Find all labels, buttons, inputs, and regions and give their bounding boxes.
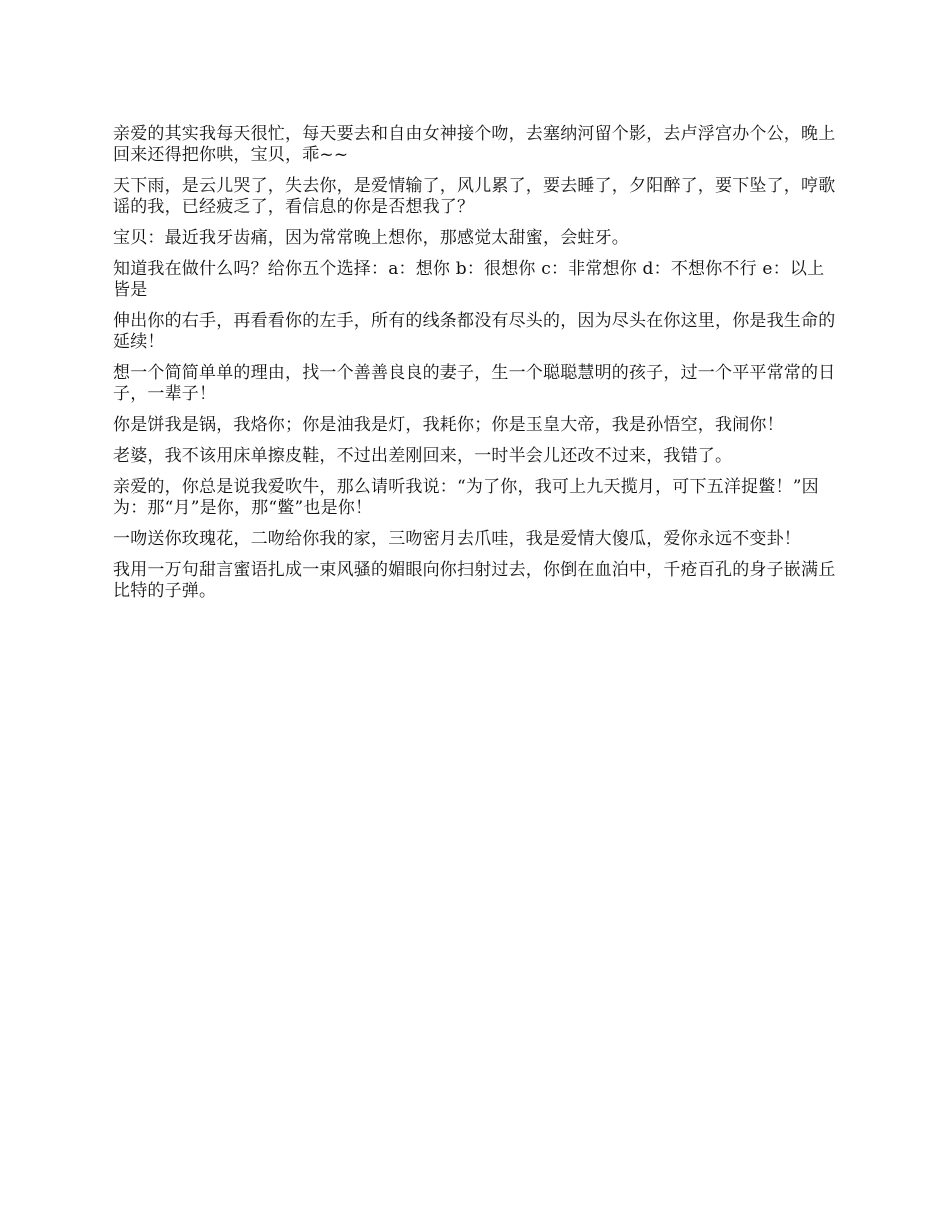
document-body	[113, 124, 841, 612]
paragraph: 知道我在做什么吗？给你五个选择：a：想你 b：很想你 c：非常想你 d：不想你不行 e：以上皆是	[113, 259, 825, 300]
paragraph: 我用一万句甜言蜜语扎成一束风骚的媚眼向你扫射过去，你倒在血泊中，千疮百孔的身子嵌满丘比特的子弹。	[113, 560, 836, 601]
paragraph: 宝贝：最近我牙齿痛，因为常常晚上想你，那感觉太甜蜜，会蛀牙。	[113, 228, 629, 248]
paragraph: 想一个简简单单的理由，找一个善善良良的妻子，生一个聪聪慧明的孩子，过一个平平常常的日子，一辈子！	[113, 363, 836, 404]
paragraph: 一吻送你玫瑰花，二吻给你我的家，三吻密月去爪哇，我是爱情大傻瓜，爱你永远不变卦！	[113, 529, 801, 549]
paragraph: 你是饼我是锅，我烙你；你是油我是灯，我耗你；你是玉皇大帝，我是孙悟空，我闹你！	[113, 415, 784, 435]
paragraph: 亲爱的，你总是说我爱吹牛，那么请听我说：“为了你，我可上九天揽月，可下五洋捉鳖！”因为：那“月”是你，那“鳖”也是你！	[113, 477, 819, 518]
paragraph: 亲爱的其实我每天很忙，每天要去和自由女神接个吻，去塞纳河留个影，去卢浮宫办个公，晚上回来还得把你哄，宝贝，乖~~	[113, 124, 836, 165]
paragraph: 天下雨，是云儿哭了，失去你，是爱情输了，风儿累了，要去睡了，夕阳醉了，要下坠了，哼歌谣的我，已经疲乏了，看信息的你是否想我了？	[113, 176, 836, 217]
paragraph: 老婆，我不该用床单擦皮鞋，不过出差刚回来，一时半会儿还改不过来，我错了。	[113, 446, 733, 466]
paragraph: 伸出你的右手，再看看你的左手，所有的线条都没有尽头的，因为尽头在你这里，你是我生命的延续！	[113, 311, 836, 352]
